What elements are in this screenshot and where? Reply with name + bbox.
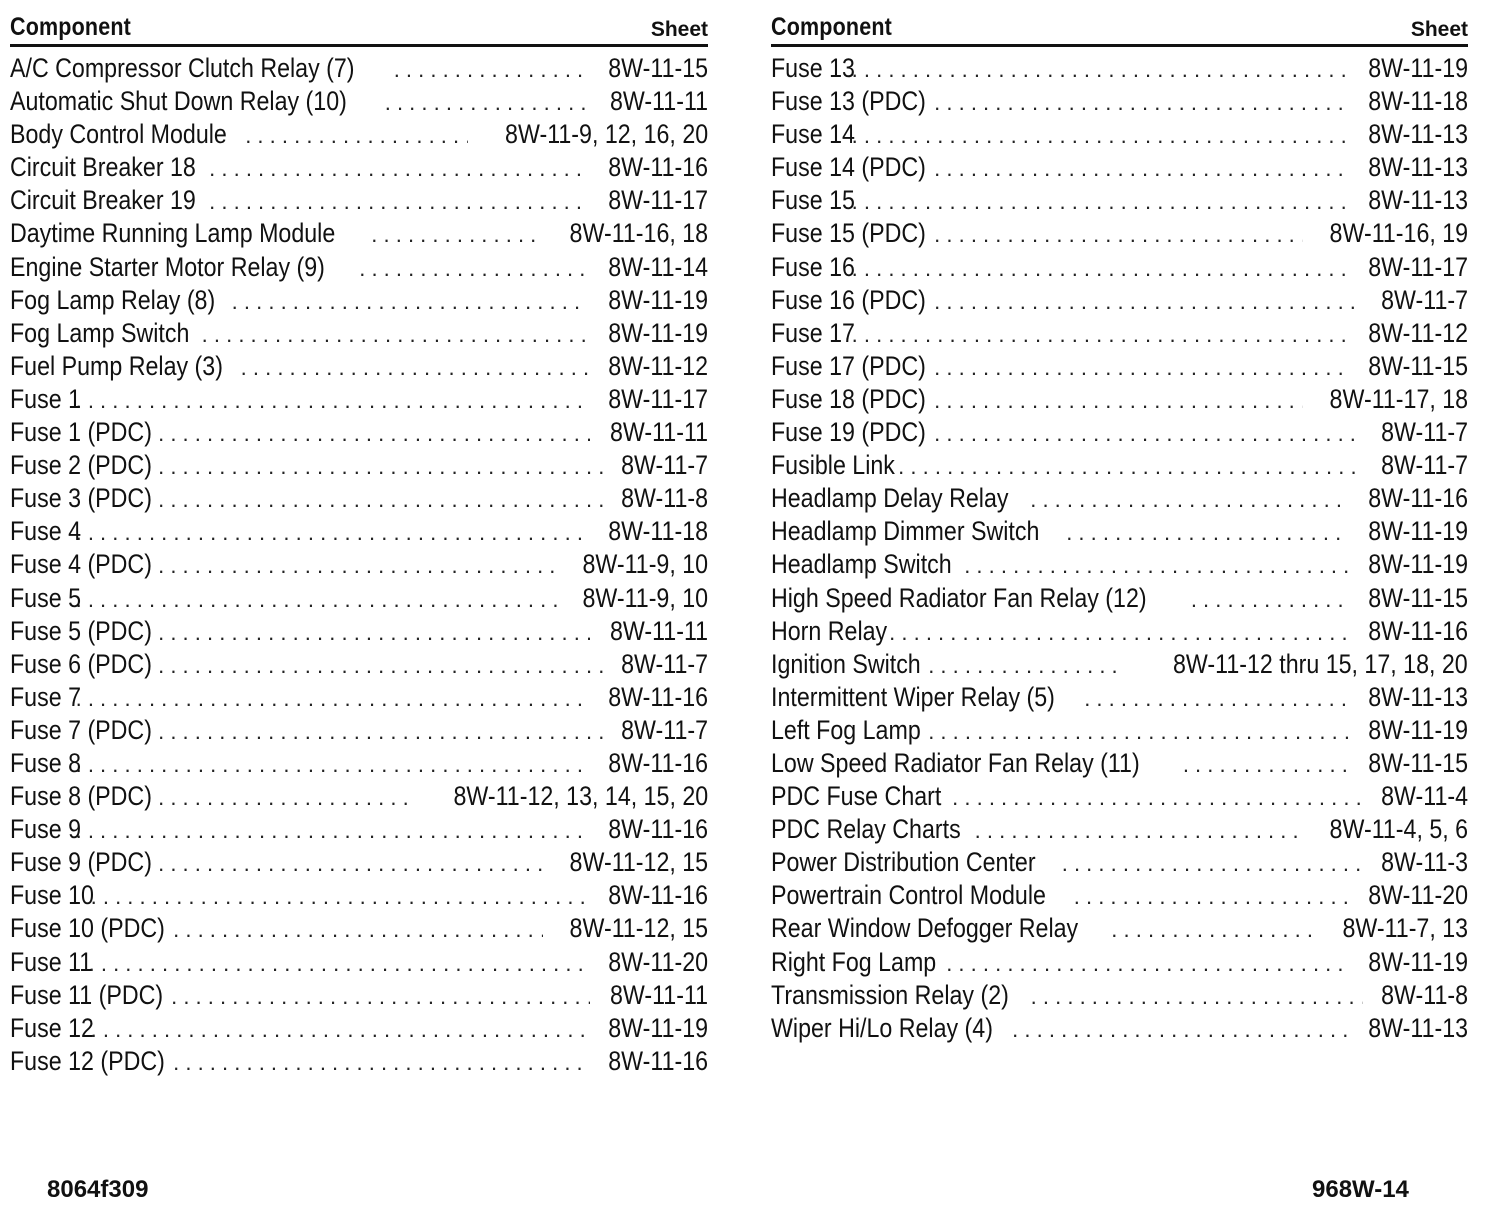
index-row xyxy=(771,285,1468,318)
component-name: Fuse 8 xyxy=(10,747,81,778)
dot-leader xyxy=(934,355,1348,381)
dot-leader xyxy=(158,719,603,745)
component-name: Fuse 17 (PDC) xyxy=(771,350,926,381)
component-name: Fuse 1 (PDC) xyxy=(10,417,152,448)
dot-leader xyxy=(76,388,588,414)
index-row xyxy=(10,516,708,549)
dot-leader xyxy=(158,620,590,646)
dot-leader xyxy=(975,818,1303,844)
component-name: Power Distribution Center xyxy=(771,847,1036,878)
sheet-reference: 8W-11-9, 10 xyxy=(582,582,708,613)
dot-leader xyxy=(371,222,543,248)
dot-leader xyxy=(209,156,588,182)
dot-leader xyxy=(852,322,1348,348)
index-row xyxy=(10,980,708,1013)
index-row xyxy=(771,682,1468,715)
sheet-reference: 8W-11-9, 10 xyxy=(582,549,708,580)
sheet-reference: 8W-11-12, 15 xyxy=(569,913,708,944)
dot-leader xyxy=(934,388,1303,414)
dot-leader xyxy=(898,454,1363,480)
component-name: PDC Relay Charts xyxy=(771,814,961,845)
component-name: Fuse 15 (PDC) xyxy=(771,218,926,249)
index-row xyxy=(771,781,1468,814)
index-row xyxy=(10,53,708,86)
dot-leader xyxy=(934,421,1363,447)
dot-leader xyxy=(928,719,1348,745)
component-name: Intermittent Wiper Relay (5) xyxy=(771,681,1055,712)
sheet-reference: 8W-11-8 xyxy=(621,483,708,514)
index-row xyxy=(10,1046,708,1079)
dot-leader xyxy=(158,454,603,480)
dot-leader xyxy=(245,123,468,149)
component-name: Fuse 19 (PDC) xyxy=(771,417,926,448)
dot-leader xyxy=(952,785,1363,811)
index-row xyxy=(771,649,1468,682)
sheet-reference: 8W-11-7 xyxy=(621,648,708,679)
dot-leader xyxy=(89,951,588,977)
sheet-reference: 8W-11-16 xyxy=(608,152,708,183)
index-row xyxy=(771,880,1468,913)
dot-leader xyxy=(158,851,543,877)
index-row xyxy=(10,351,708,384)
sheet-reference: 8W-11-15 xyxy=(608,53,708,83)
component-name: Ignition Switch xyxy=(771,648,921,679)
dot-leader xyxy=(91,884,588,910)
component-name: Headlamp Delay Relay xyxy=(771,483,1009,514)
component-name: PDC Fuse Chart xyxy=(771,781,942,812)
dot-leader xyxy=(852,256,1348,282)
sheet-reference: 8W-11-13 xyxy=(1368,681,1468,712)
sheet-reference: 8W-11-16, 18 xyxy=(569,218,708,249)
component-name: Fuse 13 xyxy=(771,53,855,83)
component-name: Powertrain Control Module xyxy=(771,880,1046,911)
sheet-reference: 8W-11-17 xyxy=(608,185,708,216)
component-name: Fuel Pump Relay (3) xyxy=(10,350,223,381)
index-row xyxy=(771,549,1468,582)
component-name: Fuse 7 xyxy=(10,681,81,712)
component-name: Circuit Breaker 18 xyxy=(10,152,196,183)
sheet-reference: 8W-11-16 xyxy=(608,1045,708,1076)
sheet-reference: 8W-11-19 xyxy=(1368,946,1468,977)
component-name: Body Control Module xyxy=(10,119,227,150)
sheet-reference: 8W-11-17 xyxy=(608,383,708,414)
index-row xyxy=(10,947,708,980)
sheet-reference: 8W-11-20 xyxy=(1368,880,1468,911)
sheet-reference: 8W-11-11 xyxy=(609,615,708,646)
sheet-heading: Sheet xyxy=(650,18,708,41)
component-name: Fuse 5 xyxy=(10,582,81,613)
sheet-reference: 8W-11-7 xyxy=(1381,284,1468,315)
component-name: Fuse 11 xyxy=(10,946,93,977)
component-name: Fuse 7 (PDC) xyxy=(10,714,152,745)
dot-leader xyxy=(852,57,1348,83)
sheet-reference: 8W-11-19 xyxy=(1368,53,1468,83)
component-name: Fuse 10 xyxy=(10,880,94,911)
right-index-list xyxy=(771,53,1468,1046)
component-name: Fuse 5 (PDC) xyxy=(10,615,152,646)
component-name: Circuit Breaker 19 xyxy=(10,185,196,216)
component-name: Transmission Relay (2) xyxy=(771,979,1009,1010)
component-name: Fuse 12 xyxy=(10,1012,94,1043)
index-row xyxy=(771,417,1468,450)
index-row xyxy=(771,814,1468,847)
sheet-reference: 8W-11-11 xyxy=(609,86,708,117)
dot-leader xyxy=(1191,587,1348,613)
dot-leader xyxy=(359,256,588,282)
index-row xyxy=(771,384,1468,417)
dot-leader xyxy=(1111,917,1318,943)
component-name: Fuse 18 (PDC) xyxy=(771,383,926,414)
index-row xyxy=(10,450,708,483)
index-row xyxy=(771,351,1468,384)
sheet-reference: 8W-11-20 xyxy=(608,946,708,977)
index-row xyxy=(10,913,708,946)
dot-leader xyxy=(173,1050,588,1076)
sheet-reference: 8W-11-4, 5, 6 xyxy=(1329,814,1468,845)
component-heading: Component xyxy=(10,13,131,41)
index-row xyxy=(10,86,708,119)
dot-leader xyxy=(394,57,588,83)
dot-leader xyxy=(1074,884,1348,910)
dot-leader xyxy=(232,289,588,315)
component-name: Fuse 17 xyxy=(771,317,855,348)
component-name: Fuse 6 (PDC) xyxy=(10,648,152,679)
index-row xyxy=(771,483,1468,516)
dot-leader xyxy=(1084,686,1348,712)
dot-leader xyxy=(171,984,590,1010)
index-row xyxy=(10,880,708,913)
dot-leader xyxy=(889,620,1348,646)
component-name: Fuse 9 xyxy=(10,814,81,845)
component-name: Fuse 12 (PDC) xyxy=(10,1045,165,1076)
left-column-header xyxy=(10,6,708,47)
dot-leader xyxy=(852,189,1348,215)
component-name: Fuse 1 xyxy=(10,383,81,414)
component-name: Fuse 11 (PDC) xyxy=(10,979,164,1010)
index-row xyxy=(771,583,1468,616)
sheet-reference: 8W-11-19 xyxy=(1368,516,1468,547)
sheet-reference: 8W-11-12, 15 xyxy=(569,847,708,878)
component-name: Fog Lamp Switch xyxy=(10,317,190,348)
dot-leader xyxy=(209,189,588,215)
component-name: Fuse 10 (PDC) xyxy=(10,913,165,944)
left-column xyxy=(10,6,708,1079)
sheet-heading: Sheet xyxy=(1410,18,1468,41)
component-name: Fuse 4 (PDC) xyxy=(10,549,152,580)
sheet-reference: 8W-11-15 xyxy=(1368,582,1468,613)
sheet-reference: 8W-11-7 xyxy=(1381,450,1468,481)
figure-code: 8064f309 xyxy=(47,1176,149,1203)
index-row xyxy=(10,814,708,847)
index-row xyxy=(10,318,708,351)
index-row xyxy=(771,450,1468,483)
sheet-reference: 8W-11-12 xyxy=(1368,317,1468,348)
index-row xyxy=(771,913,1468,946)
dot-leader xyxy=(1012,1017,1348,1043)
component-name: Automatic Shut Down Relay (10) xyxy=(10,86,347,117)
dot-leader xyxy=(1062,851,1363,877)
sheet-reference: 8W-11-16 xyxy=(608,681,708,712)
component-name: Headlamp Switch xyxy=(771,549,952,580)
sheet-reference: 8W-11-15 xyxy=(1368,747,1468,778)
component-name: Fuse 4 xyxy=(10,516,81,547)
index-row xyxy=(10,185,708,218)
index-row xyxy=(771,715,1468,748)
dot-leader xyxy=(158,785,408,811)
dot-leader xyxy=(76,686,588,712)
index-row xyxy=(771,947,1468,980)
index-row xyxy=(10,649,708,682)
sheet-reference: 8W-11-7 xyxy=(621,450,708,481)
sheet-reference: 8W-11-16 xyxy=(1368,483,1468,514)
index-row xyxy=(10,417,708,450)
sheet-reference: 8W-11-4 xyxy=(1381,781,1468,812)
index-row xyxy=(10,715,708,748)
sheet-reference: 8W-11-16 xyxy=(1368,615,1468,646)
dot-leader xyxy=(76,818,588,844)
component-name: Wiper Hi/Lo Relay (4) xyxy=(771,1012,993,1043)
right-column xyxy=(771,6,1468,1046)
left-index-list xyxy=(10,53,708,1079)
index-row xyxy=(771,252,1468,285)
index-row xyxy=(771,516,1468,549)
sheet-reference: 8W-11-12 xyxy=(608,350,708,381)
right-column-header xyxy=(771,6,1468,47)
sheet-reference: 8W-11-13 xyxy=(1368,152,1468,183)
sheet-reference: 8W-11-11 xyxy=(609,417,708,448)
sheet-reference: 8W-11-15 xyxy=(1368,350,1468,381)
index-row xyxy=(771,748,1468,781)
component-name: Fusible Link xyxy=(771,450,895,481)
sheet-reference: 8W-11-16, 19 xyxy=(1329,218,1468,249)
dot-leader xyxy=(1183,752,1348,778)
sheet-reference: 8W-11-16 xyxy=(608,880,708,911)
sheet-reference: 8W-11-13 xyxy=(1368,119,1468,150)
dot-leader xyxy=(76,520,588,546)
component-name: Fuse 3 (PDC) xyxy=(10,483,152,514)
component-name: Rear Window Defogger Relay xyxy=(771,913,1079,944)
component-name: Fuse 16 (PDC) xyxy=(771,284,926,315)
dot-leader xyxy=(158,487,603,513)
component-name: Fuse 14 (PDC) xyxy=(771,152,926,183)
sheet-reference: 8W-11-7, 13 xyxy=(1342,913,1468,944)
component-name: Fuse 14 xyxy=(771,119,855,150)
sheet-reference: 8W-11-14 xyxy=(608,251,708,282)
index-row xyxy=(771,185,1468,218)
sheet-reference: 8W-11-3 xyxy=(1381,847,1468,878)
dot-leader xyxy=(1030,487,1348,513)
index-row xyxy=(771,119,1468,152)
sheet-reference: 8W-11-11 xyxy=(609,979,708,1010)
component-name: Fuse 2 (PDC) xyxy=(10,450,152,481)
sheet-reference: 8W-11-17 xyxy=(1368,251,1468,282)
index-row xyxy=(771,847,1468,880)
component-heading: Component xyxy=(771,13,892,41)
sheet-reference: 8W-11-13 xyxy=(1368,1012,1468,1043)
index-row xyxy=(771,1013,1468,1046)
dot-leader xyxy=(928,653,1121,679)
sheet-reference: 8W-11-7 xyxy=(621,714,708,745)
index-row xyxy=(10,152,708,185)
index-row xyxy=(771,616,1468,649)
component-name: Fuse 13 (PDC) xyxy=(771,86,926,117)
sheet-reference: 8W-11-12 thru 15, 17, 18, 20 xyxy=(1173,648,1468,679)
index-row xyxy=(771,218,1468,251)
index-row xyxy=(10,781,708,814)
component-name: Left Fog Lamp xyxy=(771,714,921,745)
dot-leader xyxy=(934,289,1363,315)
index-row xyxy=(771,318,1468,351)
index-row xyxy=(10,682,708,715)
sheet-reference: 8W-11-19 xyxy=(1368,549,1468,580)
index-row xyxy=(10,483,708,516)
component-name: Low Speed Radiator Fan Relay (11) xyxy=(771,747,1140,778)
index-row xyxy=(10,252,708,285)
index-row xyxy=(10,218,708,251)
index-row xyxy=(10,285,708,318)
sheet-reference: 8W-11-18 xyxy=(608,516,708,547)
index-row xyxy=(771,152,1468,185)
sheet-reference: 8W-11-9, 12, 16, 20 xyxy=(504,119,708,150)
dot-leader xyxy=(158,421,590,447)
sheet-reference: 8W-11-17, 18 xyxy=(1329,383,1468,414)
dot-leader xyxy=(934,222,1303,248)
sheet-reference: 8W-11-8 xyxy=(1381,979,1468,1010)
index-row xyxy=(10,847,708,880)
index-row xyxy=(10,1013,708,1046)
component-name: Engine Starter Motor Relay (9) xyxy=(10,251,325,282)
component-name: Daytime Running Lamp Module xyxy=(10,218,336,249)
index-row xyxy=(10,748,708,781)
dot-leader xyxy=(934,156,1348,182)
dot-leader xyxy=(964,553,1348,579)
dot-leader xyxy=(946,951,1348,977)
index-row xyxy=(10,583,708,616)
component-name: Fuse 8 (PDC) xyxy=(10,781,152,812)
component-name: Horn Relay xyxy=(771,615,888,646)
component-name: Fuse 9 (PDC) xyxy=(10,847,152,878)
dot-leader xyxy=(1031,984,1363,1010)
index-row xyxy=(10,549,708,582)
dot-leader xyxy=(158,653,603,679)
dot-leader xyxy=(76,752,588,778)
dot-leader xyxy=(934,90,1348,116)
sheet-reference: 8W-11-13 xyxy=(1368,185,1468,216)
dot-leader xyxy=(385,90,590,116)
sheet-reference: 8W-11-16 xyxy=(608,814,708,845)
component-name: A/C Compressor Clutch Relay (7) xyxy=(10,53,355,83)
dot-leader xyxy=(1066,520,1348,546)
dot-leader xyxy=(202,322,588,348)
index-row xyxy=(10,384,708,417)
dot-leader xyxy=(76,587,558,613)
component-name: Fuse 16 xyxy=(771,251,855,282)
sheet-reference: 8W-11-19 xyxy=(608,317,708,348)
sheet-reference: 8W-11-18 xyxy=(1368,86,1468,117)
dot-leader xyxy=(91,1017,588,1043)
component-name: Right Fog Lamp xyxy=(771,946,937,977)
dot-leader xyxy=(241,355,588,381)
sheet-reference: 8W-11-7 xyxy=(1381,417,1468,448)
index-row xyxy=(10,119,708,152)
sheet-reference: 8W-11-12, 13, 14, 15, 20 xyxy=(453,781,708,812)
index-row xyxy=(771,86,1468,119)
dot-leader xyxy=(173,917,543,943)
index-row xyxy=(771,980,1468,1013)
index-row xyxy=(10,616,708,649)
component-name: High Speed Radiator Fan Relay (12) xyxy=(771,582,1147,613)
component-name: Fuse 15 xyxy=(771,185,855,216)
page-number: 968W-14 xyxy=(1312,1176,1409,1203)
component-name: Headlamp Dimmer Switch xyxy=(771,516,1040,547)
index-row xyxy=(771,53,1468,86)
sheet-reference: 8W-11-19 xyxy=(608,1012,708,1043)
dot-leader xyxy=(852,123,1348,149)
sheet-reference: 8W-11-19 xyxy=(608,284,708,315)
dot-leader xyxy=(158,553,558,579)
sheet-reference: 8W-11-19 xyxy=(1368,714,1468,745)
sheet-reference: 8W-11-16 xyxy=(608,747,708,778)
component-name: Fog Lamp Relay (8) xyxy=(10,284,216,315)
